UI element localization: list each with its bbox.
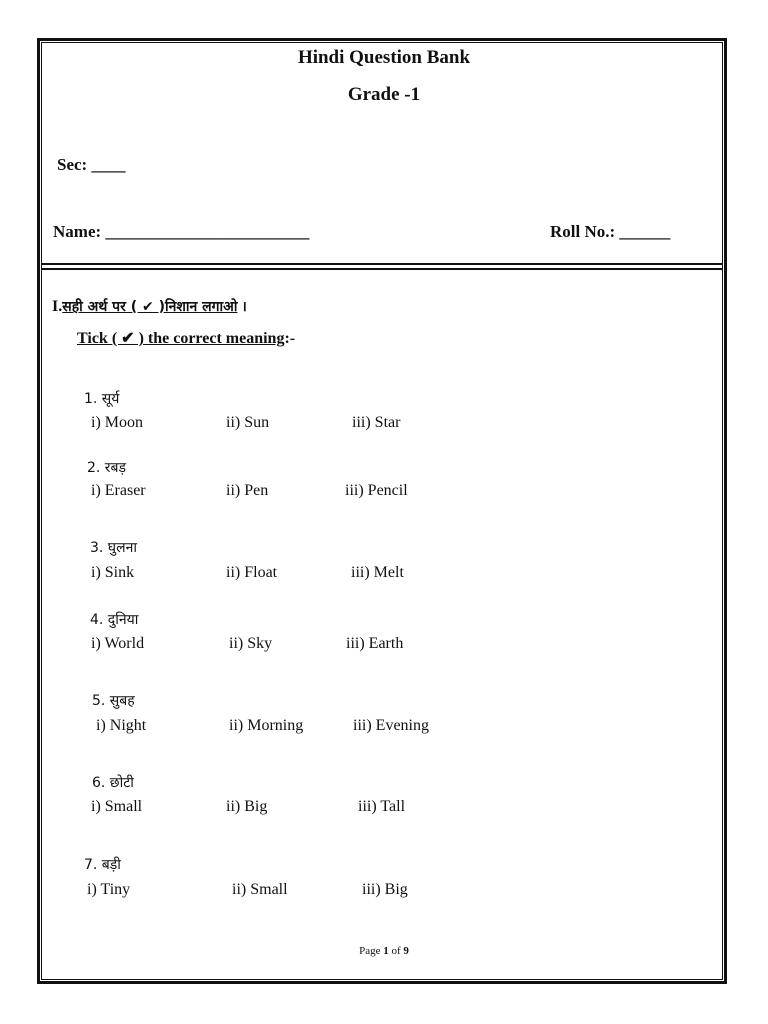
option-1: i) Small <box>91 798 143 815</box>
page-total: 9 <box>403 945 409 957</box>
of-word: of <box>391 945 401 957</box>
option-1: i) Night <box>96 717 147 734</box>
section-number: I. <box>52 298 63 315</box>
danda-mark: । <box>241 299 247 315</box>
section-heading <box>52 297 247 316</box>
hindi-instruction: सही अर्थ पर ( ✔ )निशान लगाओ <box>62 299 238 315</box>
option-2: ii) Morning <box>229 717 304 734</box>
option-2: ii) Pen <box>226 482 269 499</box>
english-instruction: Tick ( ✔ ) the correct meaning <box>77 330 285 347</box>
option-2: ii) Float <box>226 564 278 581</box>
roll-number-field: Roll No.: ______ <box>550 222 671 241</box>
option-3: iii) Melt <box>351 564 404 581</box>
divider-top <box>41 263 723 265</box>
option-2: ii) Small <box>232 881 288 898</box>
page-border-inner <box>41 42 723 980</box>
option-1: i) Tiny <box>87 881 131 898</box>
option-3: iii) Tall <box>358 798 406 815</box>
question-word: 3. घुलना <box>90 540 137 556</box>
doc-title: Hindi Question Bank <box>297 47 471 68</box>
option-3: iii) Star <box>352 414 401 431</box>
option-1: i) Sink <box>91 564 135 581</box>
question-word: 6. छोटी <box>92 775 134 791</box>
option-3: iii) Evening <box>353 717 429 734</box>
question-word: 7. बड़ी <box>84 857 121 873</box>
option-1: i) World <box>91 635 145 652</box>
option-1: i) Eraser <box>91 482 146 499</box>
question-word: 2. रबड़ <box>87 460 127 476</box>
sec-field: Sec: ____ <box>57 155 126 174</box>
instruction-suffix: :- <box>284 330 296 347</box>
option-2: ii) Sun <box>226 414 270 431</box>
option-1: i) Moon <box>91 414 143 431</box>
divider-bottom <box>41 268 723 270</box>
option-2: ii) Big <box>226 798 268 815</box>
option-3: iii) Big <box>362 881 408 898</box>
grade-heading: Grade -1 <box>347 84 421 105</box>
english-instruction-line <box>77 328 295 348</box>
option-3: iii) Earth <box>346 635 404 652</box>
option-2: ii) Sky <box>229 635 273 652</box>
option-3: iii) Pencil <box>345 482 408 499</box>
page-word: Page <box>359 945 381 957</box>
question-word: 5. सुबह <box>92 693 135 709</box>
page-number: 1 <box>383 945 389 957</box>
name-field: Name: ________________________ <box>53 222 310 241</box>
question-word: 1. सूर्य <box>84 391 120 407</box>
page-footer <box>0 945 768 957</box>
question-word: 4. दुनिया <box>90 612 139 628</box>
